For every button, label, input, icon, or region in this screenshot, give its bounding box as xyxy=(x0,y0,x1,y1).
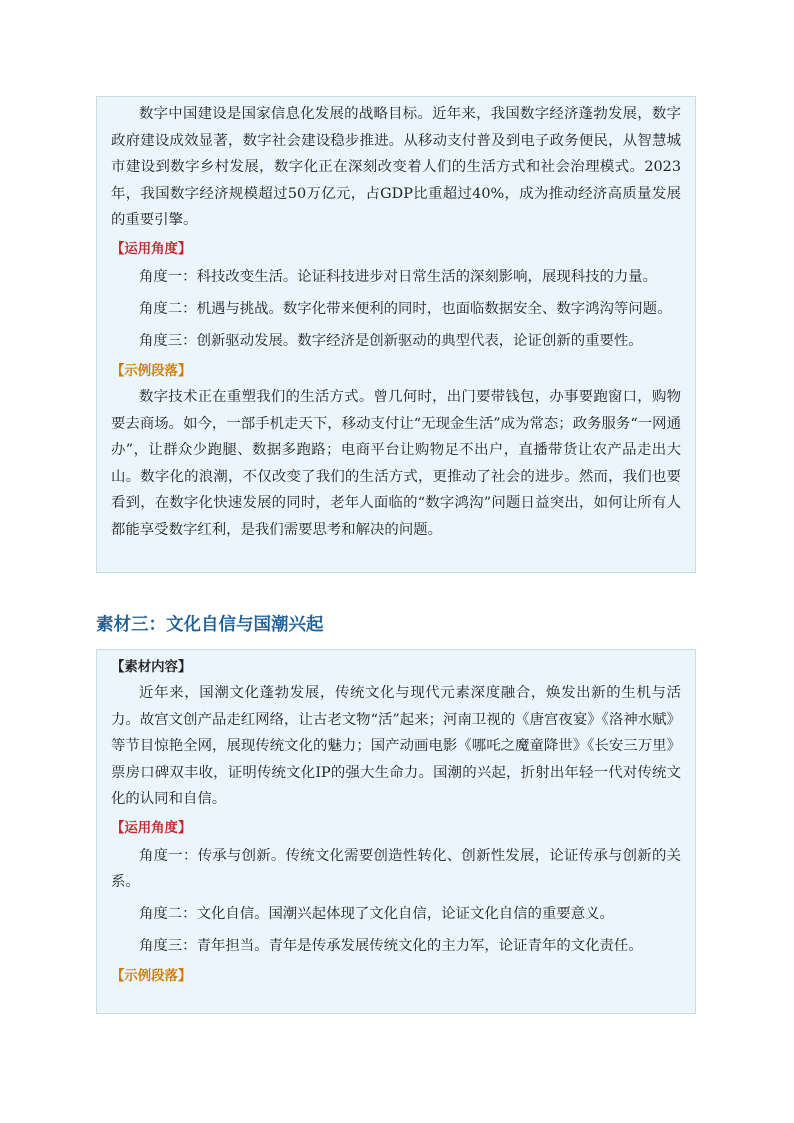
section-title: 素材三：文化自信与国潮兴起 xyxy=(96,615,324,635)
angle-item-3: 角度三：青年担当。青年是传承发展传统文化的主力军，论证青年的文化责任。 xyxy=(139,937,643,954)
angle-item-3: 角度三：创新驱动发展。数字经济是创新驱动的典型代表，论证创新的重要性。 xyxy=(139,332,643,349)
angle-item-2: 角度二：文化自信。国潮兴起体现了文化自信，论证文化自信的重要意义。 xyxy=(139,905,614,922)
angle-item-1: 角度一：传承与创新。传统文化需要创造性转化、创新性发展，论证传承与创新的关系。 xyxy=(111,847,681,890)
intro-paragraph: 数字中国建设是国家信息化发展的战略目标。近年来，我国数字经济蓬勃发展，数字政府建设成效显著，数字社会建设稳步推进。从移动支付普及到电子政务便民，从智慧城市建设到数字乡村发展，数字化正在深刻改变着人们的生活方式和社会治理模式。2023年，我国数字经济规模超过50万亿元，占GDP比重超过40%，成为推动经济高质量发展的重要引擎。 xyxy=(111,106,681,229)
angle-heading: 【运用角度】 xyxy=(111,241,192,257)
example-heading: 【示例段落】 xyxy=(111,363,192,379)
angle-heading: 【运用角度】 xyxy=(111,820,192,836)
material-box-cultural-confidence xyxy=(96,649,696,1014)
content-heading: 【素材内容】 xyxy=(111,660,192,675)
angle-item-2: 角度二：机遇与挑战。数字化带来便利的同时，也面临数据安全、数字鸿沟等问题。 xyxy=(139,300,672,317)
angle-item-1: 角度一：科技改变生活。论证科技进步对日常生活的深刻影响，展现科技的力量。 xyxy=(139,268,658,285)
material-box-digital-china xyxy=(96,96,696,573)
content-paragraph: 近年来，国潮文化蓬勃发展，传统文化与现代元素深度融合，焕发出新的生机与活力。故宫文创产品走红网络，让古老文物“活”起来；河南卫视的《唐宫夜宴》《洛神水赋》等节目惊艳全网，展现传统文化的魅力；国产动画电影《哪吒之魔童降世》《长安三万里》票房口碑双丰收，证明传统文化IP的强大生命力。国潮的兴起，折射出年轻一代对传统文化的认同和自信。 xyxy=(111,685,681,808)
example-paragraph: 数字技术正在重塑我们的生活方式。曾几何时，出门要带钱包，办事要跑窗口，购物要去商场。如今，一部手机走天下，移动支付让“无现金生活”成为常态；政务服务“一网通办”，让群众少跑腿、数据多跑路；电商平台让购物足不出户，直播带货让农产品走出大山。数字化的浪潮，不仅改变了我们的生活方式，更推动了社会的进步。然而，我们也要看到，在数字化快速发展的同时，老年人面临的“数字鸿沟”问题日益突出，如何让所有人都能享受数字红利，是我们需要思考和解决的问题。 xyxy=(111,388,681,538)
example-heading: 【示例段落】 xyxy=(111,968,192,984)
